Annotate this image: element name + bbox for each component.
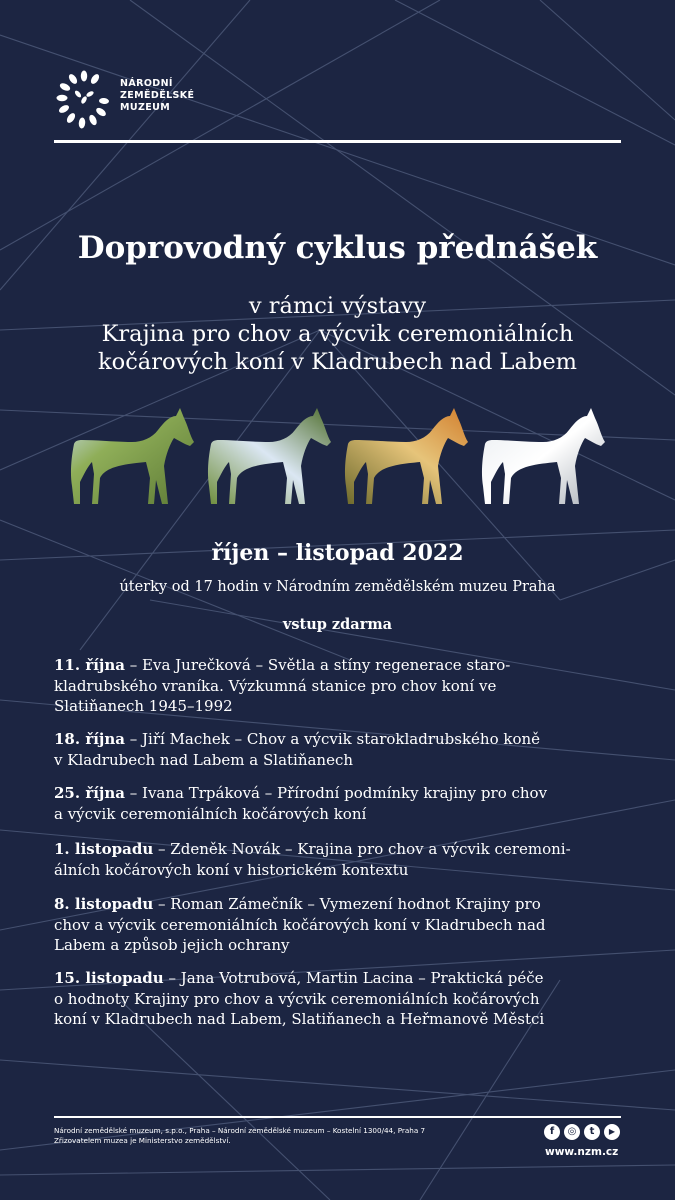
museum-logo <box>54 70 194 130</box>
lecture-date: 1. listopadu <box>54 840 154 858</box>
exhibition-subtitle <box>0 292 675 376</box>
lecture-text: v Kladrubech nad Labem a Slatiňanech <box>54 750 354 769</box>
lecture-item <box>54 783 634 824</box>
lecture-item <box>54 655 634 717</box>
footer-divider <box>54 1116 621 1118</box>
lecture-text: chov a výcvik ceremoniálních kočárových koní v Kladrubech nad <box>54 915 546 934</box>
lecture-date: 25. října <box>54 784 125 802</box>
lecture-text: – Roman Zámečník – Vymezení hodnot Krajiny pro <box>153 895 541 913</box>
lecture-text: – Jana Votrubová, Martin Lacina – Praktická péče <box>163 969 544 987</box>
winter-horse <box>482 408 605 504</box>
subtitle-line: v rámci výstavy <box>248 293 427 319</box>
logo-line: ZEMĚDĚLSKÉ <box>120 90 195 101</box>
lecture-text: kladrubského vraníka. Výzkumná stanice pro chov koní ve <box>54 676 497 695</box>
lecture-text: álních kočárových koní v historickém kontextu <box>54 860 409 879</box>
footer-line: Zřizovatelem muzea je Ministerstvo zemědělství. <box>54 1135 231 1145</box>
summer-horse <box>208 408 331 504</box>
lecture-date: 15. listopadu <box>54 969 164 987</box>
logo-line: NÁRODNÍ <box>120 78 173 89</box>
lecture-item <box>54 729 634 770</box>
lecture-date: 11. října <box>54 656 125 674</box>
lecture-text: – Jiří Machek – Chov a výcvik starokladrubského koně <box>124 730 541 748</box>
subtitle-line: Krajina pro chov a výcvik ceremoniálních <box>101 321 574 347</box>
website-link[interactable]: www.nzm.cz <box>545 1146 619 1158</box>
lecture-text: Slatiňanech 1945–1992 <box>54 697 233 715</box>
twitter-icon[interactable]: t <box>584 1124 600 1140</box>
subtitle-line: kočárových koní v Kladrubech nad Labem <box>98 349 577 375</box>
logo-text <box>120 78 194 114</box>
page-title: Doprovodný cyklus přednášek <box>77 230 598 266</box>
schedule-info: úterky od 17 hodin v Národním zemědělském muzeu Praha <box>119 579 556 595</box>
footer-line: Národní zemědělské muzeum, s.p.o., Praha – Národní zemědělské muzeum – Kostelní 1300/44, Praha 7 <box>54 1126 426 1135</box>
autumn-horse <box>345 408 468 504</box>
lecture-item <box>54 894 634 956</box>
facebook-icon[interactable]: f <box>544 1124 560 1140</box>
lecture-date: 18. října <box>54 730 125 748</box>
admission-info: vstup zdarma <box>282 616 393 633</box>
footer-info <box>54 1126 504 1145</box>
lecture-item <box>54 968 634 1030</box>
date-range: říjen – listopad 2022 <box>211 540 464 566</box>
top-divider <box>54 140 621 143</box>
lecture-date: 8. listopadu <box>54 895 154 913</box>
lecture-text: koní v Kladrubech nad Labem, Slatiňanech a Heřmanově Městci <box>54 1010 545 1028</box>
lecture-text: – Eva Jurečková – Světla a stíny regenerace staro- <box>124 656 511 674</box>
leaf-wreath-icon <box>54 70 114 130</box>
lecture-text: o hodnoty Krajiny pro chov a výcvik ceremoniálních kočárových <box>54 989 540 1008</box>
seasonal-horses-illustration <box>60 404 620 522</box>
lecture-text: – Ivana Trpáková – Přírodní podmínky krajiny pro chov <box>124 784 548 802</box>
youtube-icon[interactable]: ▶ <box>604 1124 620 1140</box>
spring-horse <box>71 408 194 504</box>
logo-line: MUZEUM <box>120 102 171 113</box>
lecture-text: – Zdeněk Novák – Krajina pro chov a výcvik ceremoni- <box>153 840 571 858</box>
social-links <box>544 1124 624 1142</box>
lecture-text: a výcvik ceremoniálních kočárových koní <box>54 804 367 823</box>
lecture-item <box>54 839 634 880</box>
lecture-text: Labem a způsob jejich ochrany <box>54 936 290 954</box>
instagram-icon[interactable]: ◎ <box>564 1124 580 1140</box>
